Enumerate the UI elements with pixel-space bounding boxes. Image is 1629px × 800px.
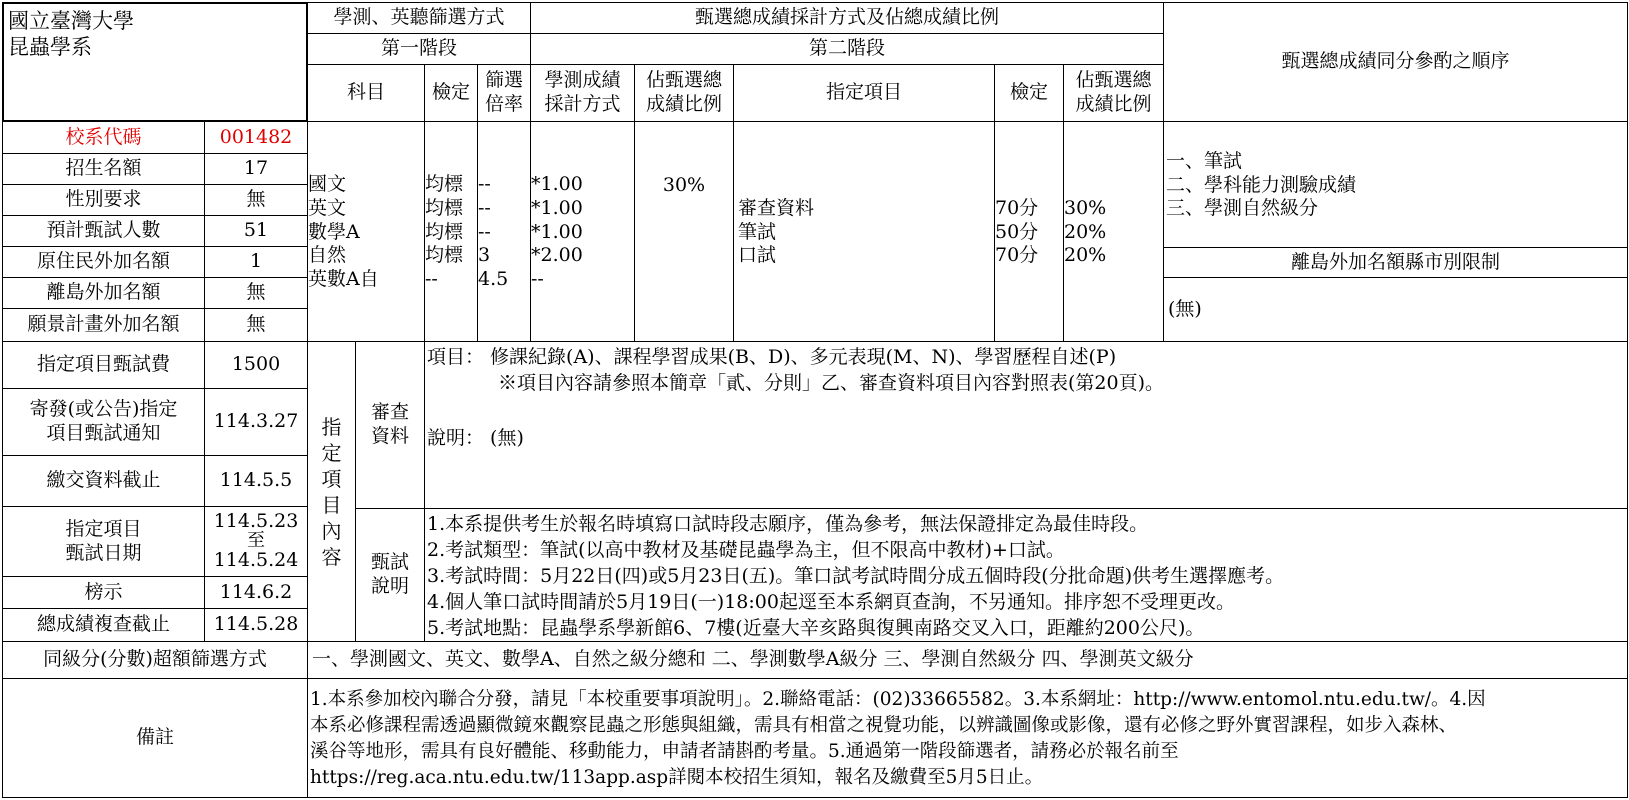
side-char: 指 (321, 414, 342, 439)
stage2-label: 第二階段 (530, 33, 1164, 65)
schedule-value-submit: 114.5.5 (204, 455, 308, 507)
item-check: 70分 (995, 196, 1039, 219)
item-entry: 口試 (738, 244, 777, 267)
exam-label-line1: 甄試 (370, 551, 409, 574)
check-item: -- (425, 268, 438, 291)
check-item: 均標 (425, 173, 464, 196)
schedule-label-notice (2, 388, 205, 456)
info-label-code: 校系代碼 (2, 121, 205, 154)
exam-line: 4.個人筆口試時間請於5月19日(一)18:00起逕至本系網頁查詢，不另通知。排序恕不受理更改。 (427, 590, 1235, 613)
multiple-item: 3 (478, 244, 491, 267)
info-value-indigenous: 1 (204, 246, 308, 278)
subject-item: 自然 (308, 244, 347, 267)
item-ratio: 20% (1064, 220, 1107, 243)
item-ratios-cell (1063, 121, 1164, 342)
info-value-quota: 17 (204, 153, 308, 185)
schedule-value-recheck: 114.5.28 (204, 608, 308, 642)
info-label-gender: 性別要求 (2, 184, 205, 216)
multiple-item: -- (478, 173, 491, 196)
review-note: ※項目內容請參照本簡章「貳、分則」乙、審查資料項目內容對照表(第20頁)。 (498, 372, 1165, 394)
side-char: 項 (321, 466, 342, 491)
multiples-cell (477, 121, 531, 342)
remarks-label: 備註 (2, 678, 308, 798)
side-char: 目 (321, 492, 342, 517)
col-item: 指定項目 (733, 64, 995, 122)
subject-item: 英數A自 (308, 268, 379, 291)
exam-date-start: 114.5.23 (213, 510, 299, 533)
exam-line: 2.考試類型：筆試(以高中教材及基礎昆蟲學為主，但不限高中教材)+口試。 (427, 538, 1065, 561)
col-multiple-line2: 倍率 (484, 93, 523, 115)
exam-content (424, 508, 1628, 642)
multiple-item: -- (478, 196, 491, 219)
item-check: 50分 (995, 220, 1039, 243)
side-char: 定 (321, 440, 342, 465)
review-items: 項目： 修課紀錄(A)、課程學習成果(B、D)、多元表現(M、N)、學習歷程自述(P) (427, 346, 1117, 368)
university-header (2, 2, 308, 122)
university-name: 國立臺灣大學 (8, 9, 134, 33)
col-ratio2-line2: 成績比例 (1075, 93, 1152, 115)
item-ratio: 20% (1064, 244, 1107, 267)
island-header: 離島外加名額縣市別限制 (1163, 247, 1628, 278)
tie-screen-value: 一、學測國文、英文、數學A、自然之級分總和 二、學測數學A級分 三、學測自然級分 四、學測英文級分 (307, 641, 1628, 679)
info-value-island: 無 (204, 277, 308, 309)
score-method-item: *2.00 (531, 244, 583, 267)
checks-cell (424, 121, 478, 342)
items-cell (733, 121, 995, 342)
schedule-label-exam-date (2, 506, 205, 577)
col-ratio-line1: 佔甄選總 (645, 69, 722, 92)
total-group-header: 甄選總成績採計方式及佔總成績比例 (530, 2, 1164, 34)
subject-item: 國文 (308, 173, 347, 196)
review-label-line1: 審查 (370, 401, 409, 424)
exam-date-to: 至 (247, 530, 265, 552)
info-value-expected: 51 (204, 215, 308, 247)
info-label-quota: 招生名額 (2, 153, 205, 185)
review-label (355, 341, 425, 509)
info-label-indigenous: 原住民外加名額 (2, 246, 205, 278)
subjects-cell (307, 121, 425, 342)
tiebreak-item: 二、學科能力測驗成績 (1166, 173, 1357, 196)
content-side-label (307, 341, 356, 642)
score-method-item: -- (531, 268, 544, 291)
exam-ratio-value: 30% (662, 174, 706, 196)
schedule-value-exam-date (204, 506, 308, 577)
col-multiple-line1: 篩選 (484, 69, 523, 92)
col-score-method (530, 64, 635, 122)
col-ratio-line2: 成績比例 (645, 93, 722, 115)
remarks-content (307, 678, 1628, 798)
tiebreak-item: 三、學測自然級分 (1166, 197, 1319, 220)
col-check2: 檢定 (994, 64, 1064, 122)
item-entry: 筆試 (738, 220, 777, 243)
col-ratio2-line1: 佔甄選總 (1075, 69, 1152, 92)
side-char: 容 (321, 544, 342, 569)
side-char: 內 (321, 518, 342, 543)
exam-line: 1.本系提供考生於報名時填寫口試時段志願序，僅為參考，無法保證排定為最佳時段。 (427, 512, 1149, 535)
remarks-line: 1.本系參加校內聯合分發，請見「本校重要事項說明」。2.聯絡電話：(02)33665582。3.本系網址：http://www.entomol.ntu.edu.tw/。4.因 (310, 689, 1486, 710)
check-item: 均標 (425, 244, 464, 267)
exam-date-label-line2: 甄試日期 (65, 541, 142, 564)
check-item: 均標 (425, 196, 464, 219)
subject-item: 數學A (308, 220, 360, 243)
score-methods-cell (530, 121, 635, 342)
item-checks-cell (994, 121, 1064, 342)
review-desc: 說明： (無) (427, 427, 524, 449)
exam-line: 5.考試地點：昆蟲學系學新館6、7樓(近臺大辛亥路與復興南路交叉入口，距離約200公尺)。 (427, 616, 1205, 639)
schedule-label-fee: 指定項目甄試費 (2, 341, 205, 389)
item-check: 70分 (995, 244, 1039, 267)
item-entry: 審查資料 (738, 196, 815, 219)
exam-date-label-line1: 指定項目 (65, 517, 142, 540)
exam-label (355, 508, 425, 642)
col-ratio (634, 64, 734, 122)
tiebreak-cell (1163, 121, 1628, 248)
col-score-method-line2: 採計方式 (544, 93, 621, 115)
subject-item: 英文 (308, 196, 347, 219)
col-multiple (477, 64, 531, 122)
schedule-label-submit: 繳交資料截止 (2, 455, 205, 507)
notice-label-line1: 寄發(或公告)指定 (29, 398, 178, 421)
remarks-line: 本系必修課程需透過顯微鏡來觀察昆蟲之形態與組織，需具有相當之視覺功能，以辨識圖像或影像，還有必修之野外實習課程，如步入森林、 (310, 715, 1458, 736)
col-score-method-line1: 學測成績 (544, 69, 621, 92)
col-ratio2 (1063, 64, 1164, 122)
score-method-item: *1.00 (531, 196, 583, 219)
info-label-expected: 預計甄試人數 (2, 215, 205, 247)
info-value-code: 001482 (204, 121, 308, 154)
col-subject: 科目 (307, 64, 425, 122)
item-ratio: 30% (1064, 196, 1107, 219)
remarks-line: 溪谷等地形，需具有良好體能、移動能力，申請者請斟酌考量。5.通過第一階段篩選者，請務必於報名前至 (310, 741, 1179, 762)
exam-ratio-cell (634, 121, 734, 342)
exam-date-end: 114.5.24 (213, 548, 299, 571)
schedule-value-notice: 114.3.27 (204, 388, 308, 456)
info-label-vision: 願景計畫外加名額 (2, 308, 205, 342)
info-value-gender: 無 (204, 184, 308, 216)
score-method-item: *1.00 (531, 220, 583, 243)
info-label-island: 離島外加名額 (2, 277, 205, 309)
col-check: 檢定 (424, 64, 478, 122)
department-name: 昆蟲學系 (8, 35, 92, 60)
exam-line: 3.考試時間：5月22日(四)或5月23日(五)。筆口試考試時間分成五個時段(分批命題)供考生選擇應考。 (427, 564, 1285, 587)
schedule-label-result: 榜示 (2, 576, 205, 609)
multiple-item: -- (478, 220, 491, 243)
stage1-label: 第一階段 (307, 33, 531, 65)
schedule-label-recheck: 總成績複查截止 (2, 608, 205, 642)
exam-label-line2: 說明 (370, 575, 409, 597)
island-value: (無) (1163, 277, 1628, 342)
tiebreak-header: 甄選總成績同分參酌之順序 (1163, 2, 1628, 122)
score-method-item: *1.00 (531, 173, 583, 196)
schedule-value-result: 114.6.2 (204, 576, 308, 609)
review-label-line2: 資料 (370, 425, 409, 447)
multiple-item: 4.5 (478, 268, 509, 291)
tiebreak-item: 一、筆試 (1166, 149, 1243, 172)
stage1-group-header: 學測、英聽篩選方式 (307, 2, 531, 34)
check-item: 均標 (425, 220, 464, 243)
schedule-value-fee: 1500 (204, 341, 308, 389)
info-value-vision: 無 (204, 308, 308, 342)
tie-screen-label: 同級分(分數)超額篩選方式 (2, 641, 308, 679)
notice-label-line2: 項目甄試通知 (46, 422, 161, 444)
remarks-line: https://reg.aca.ntu.edu.tw/113app.asp詳閱本校招生須知，報名及繳費至5月5日止。 (310, 767, 1044, 788)
